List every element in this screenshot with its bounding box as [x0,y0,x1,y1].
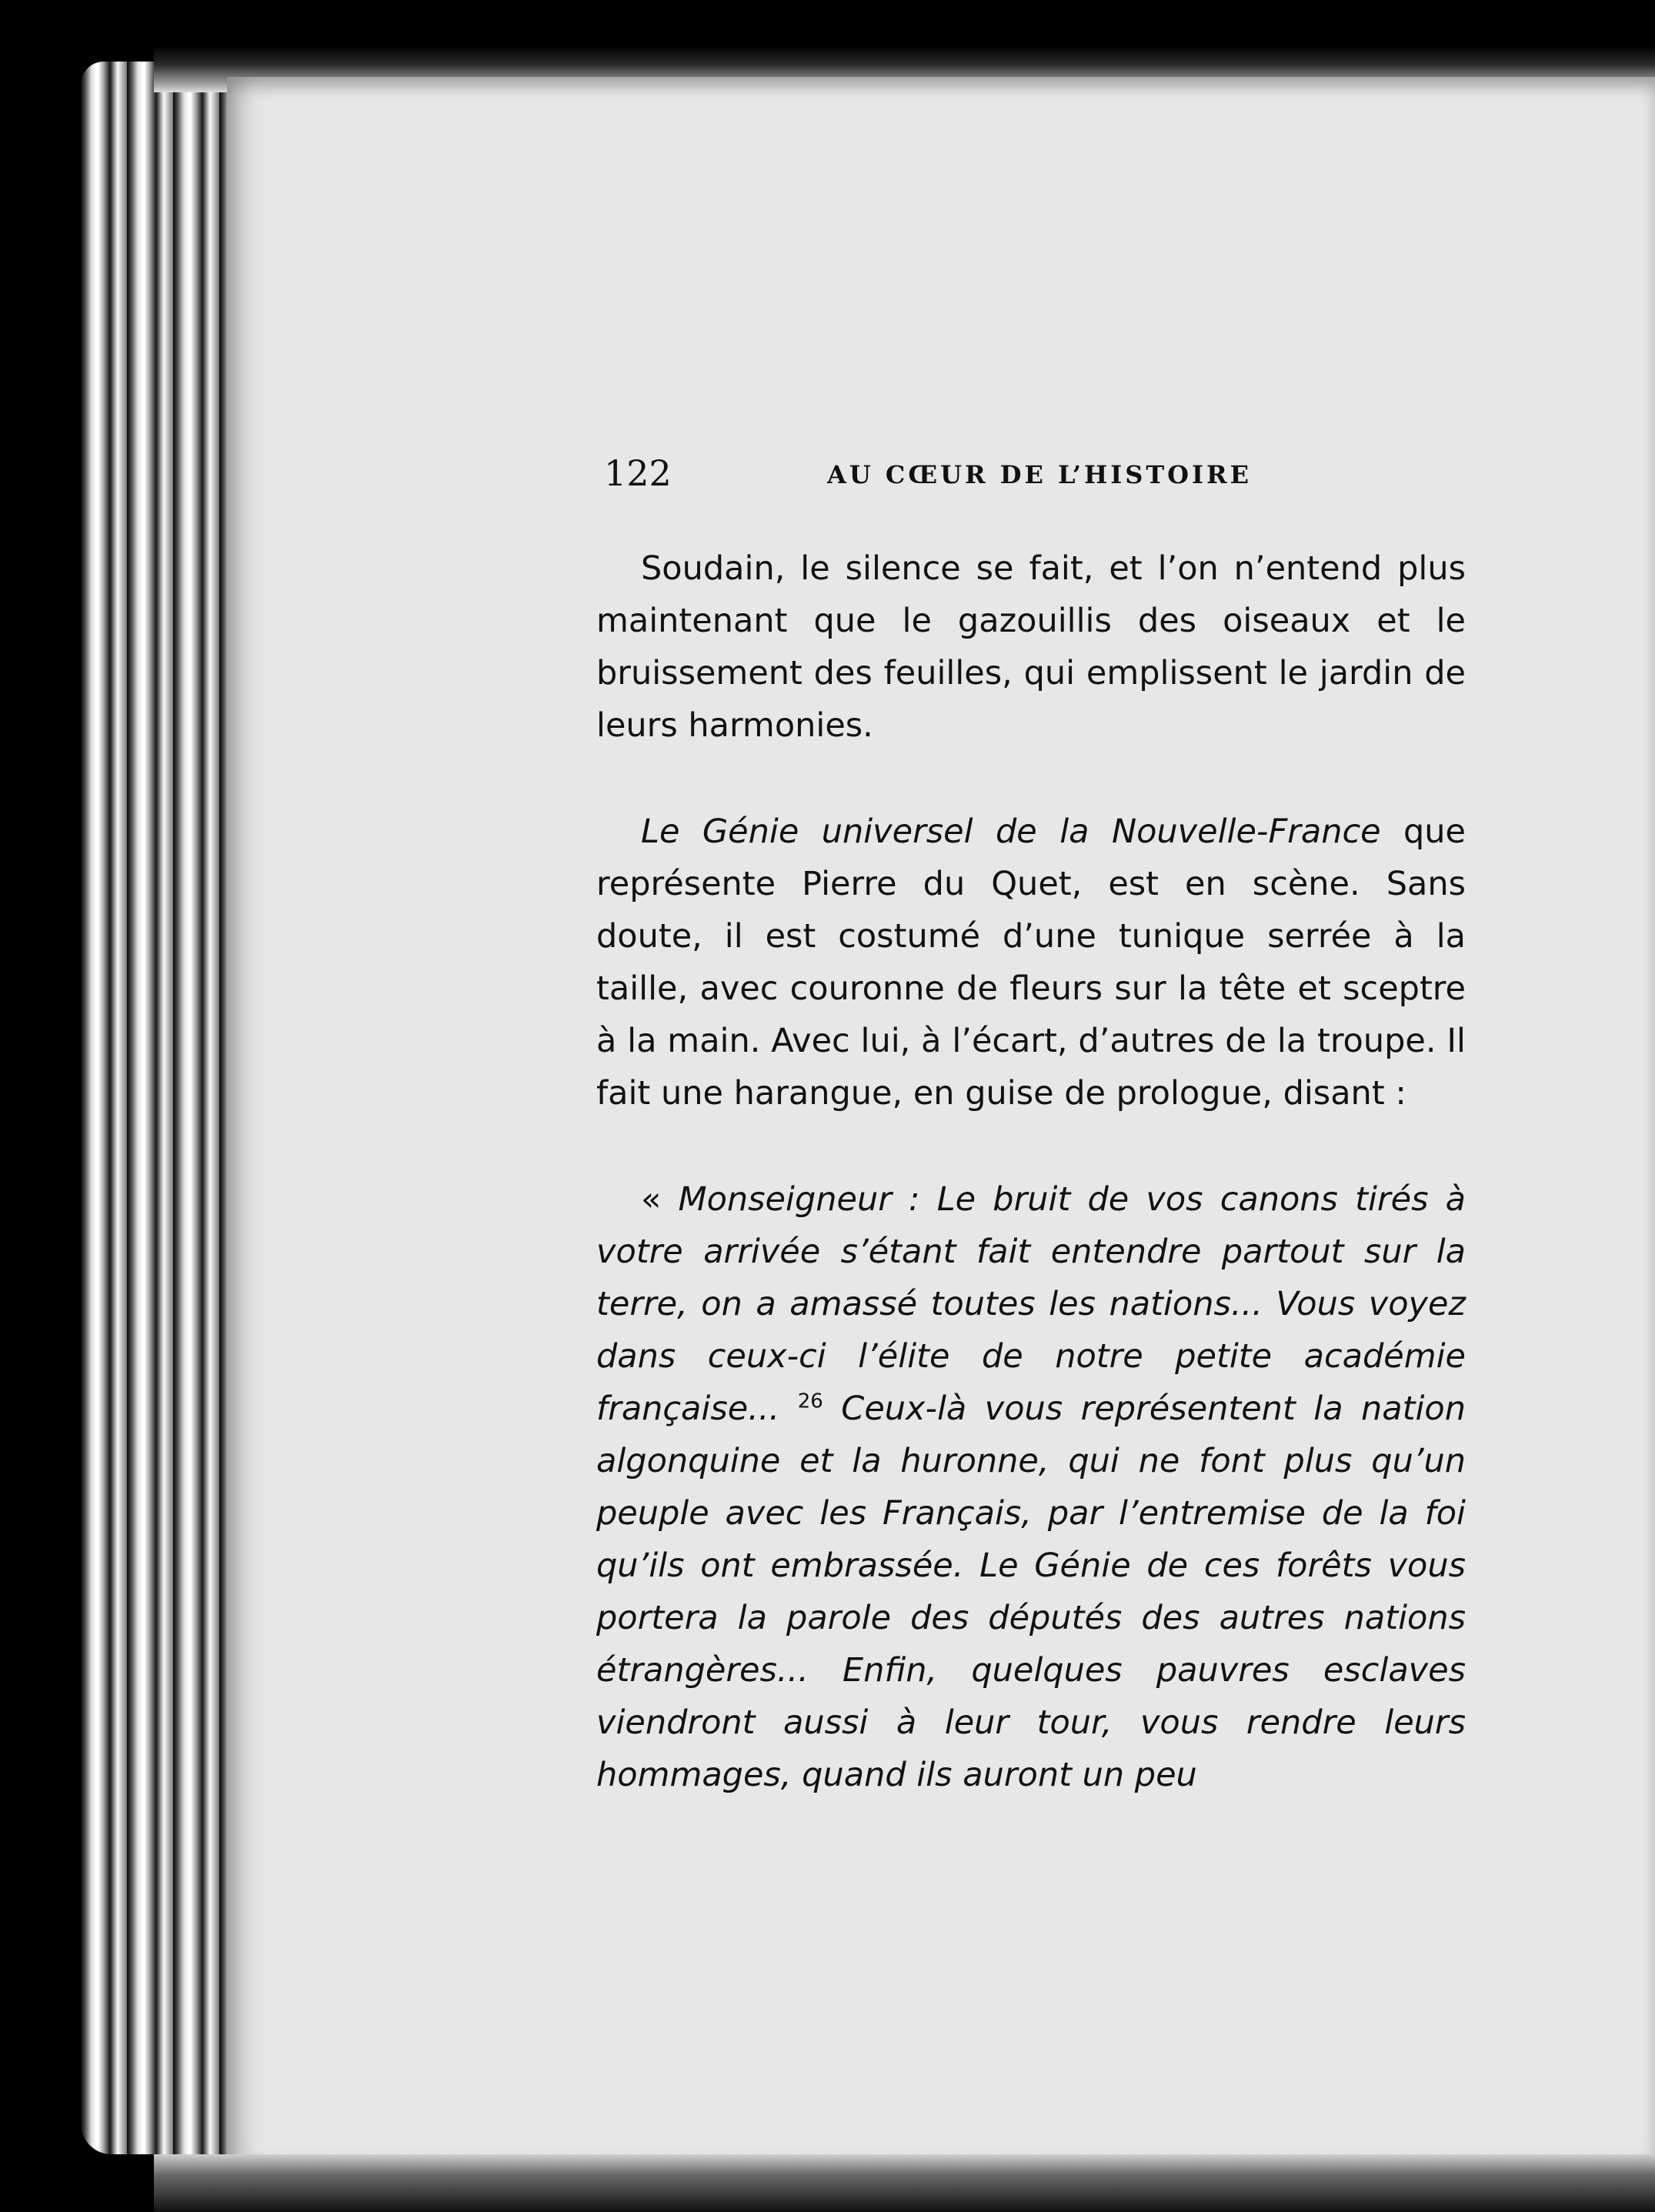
paragraph-3-quote [596,1173,1466,1801]
running-header [604,452,1489,506]
paragraph-1 [596,542,1466,752]
paragraph-2-italic-title: Nouvelle-France [1111,812,1381,851]
paragraph-2-italic-lead: Le Génie universel de la [641,812,1089,851]
paragraph-2-text: que représente Pierre du Quet, est en scène. Sans doute, il est costumé d’une tunique serrée à la taille, avec couronne de fleurs sur la tête et sceptre à la main. Avec lui, à l’écart, d’autres de la troupe. Il fait une harangue, en guise de prologue, disant : [596,812,1466,1113]
paragraph-1-text: Soudain, le silence se fait, et l’on n’entend plus maintenant que le gazouillis des oiseaux et le bruissement des feuilles, qui emplissent le jardin de leurs harmonies. [596,549,1466,745]
quote-part-1: Monseigneur : Le bruit de vos canons tirés à votre arrivée s’étant fait entendre partout sur la terre, on a amassé toutes les nations... Vous voyez dans ceux-ci l’élite de notre petite académie française... [596,1180,1466,1428]
body-text [596,542,1466,1801]
quote-open-mark: « [641,1180,679,1219]
running-title: AU CŒUR DE L’HISTOIRE [827,460,1252,489]
paragraph-2 [596,806,1466,1119]
footnote-reference: 26 [797,1390,823,1413]
page-number: 122 [604,452,672,494]
quote-part-2: Ceux-là vous représentent la nation algonquine et la huronne, qui ne font plus qu’un peuple avec les Français, par l’entremise de la foi qu’ils ont embrassée. Le Génie de ces forêts vous portera la parole des députés des autres nations étrangères... Enfin, quelques pauvres esclaves viendront aussi à leur tour, vous rendre leurs hommages, quand ils auront un peu [596,1390,1466,1794]
page-bottom-edge [154,2154,1655,2212]
